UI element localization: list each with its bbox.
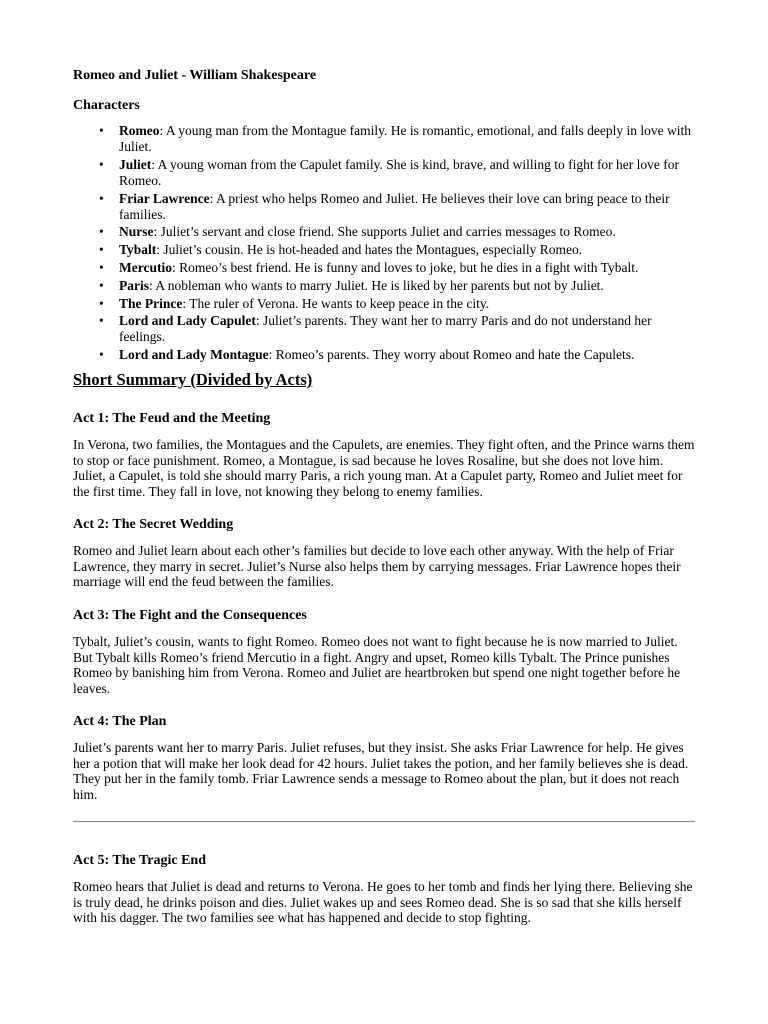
character-name: Romeo bbox=[119, 123, 160, 138]
character-name: Mercutio bbox=[119, 259, 172, 275]
act-title: Act 4: The Plan bbox=[73, 714, 167, 729]
act-text: In Verona, two families, the Montagues and the Capulets, are enemies. They fight often, and the Prince warns them to stop or face punishment. Romeo, a Montague, is sad because he loves Rosaline, but she does not love him. Juliet, a Capulet, is told she should marry Paris, a rich young man. At a Capulet party, Romeo and Juliet meet for the first time. They fall in love, not knowing they belong to enemy families. bbox=[73, 437, 695, 499]
character-description: : Romeo’s best friend. He is funny and loves to joke, but he dies in a fight with Tybalt. bbox=[171, 259, 639, 275]
list-item bbox=[73, 242, 699, 258]
act-text: Juliet’s parents want her to marry Paris. Juliet refuses, but they insist. She asks Friar Lawrence for help. He gives her a potion that will make her look dead for 42 hours. Juliet takes the potion, and her family believes she is dead. They put her in the family tomb. Friar Lawrence sends a message to Romeo about the plan, but it does not reach him. bbox=[73, 740, 689, 802]
list-item bbox=[73, 157, 699, 189]
act-text: Romeo hears that Juliet is dead and returns to Verona. He goes to her tomb and finds her lying there. Believing she is truly dead, he drinks poison and dies. Juliet wakes up and sees Romeo dead. She is so sad that she kills herself with his dagger. The two families see what has happened and decide to stop fighting. bbox=[73, 879, 693, 925]
character-name: Juliet bbox=[119, 156, 152, 172]
list-item bbox=[73, 224, 699, 240]
list-item bbox=[73, 313, 699, 345]
act-2-section bbox=[73, 516, 699, 590]
act-3-section bbox=[73, 607, 699, 696]
section-divider bbox=[73, 821, 695, 822]
character-name: Lord and Lady Capulet bbox=[119, 313, 256, 329]
act-5-section bbox=[73, 852, 699, 926]
characters-heading: Characters bbox=[73, 98, 140, 113]
act-text: Tybalt, Juliet’s cousin, wants to fight Romeo. Romeo does not want to fight because he is now married to Juliet. But Tybalt kills Romeo’s friend Mercutio in a fight. Angry and upset, Romeo kills Tybalt. The Prince punishes Romeo by banishing him from Verona. Romeo and Juliet are heartbroken but spend one night together before he leaves. bbox=[73, 634, 681, 696]
act-title: Act 3: The Fight and the Consequences bbox=[73, 608, 307, 623]
character-name: Tybalt bbox=[119, 242, 157, 258]
character-name: Paris bbox=[119, 277, 149, 293]
character-description: : A young man from the Montague family. He is romantic, emotional, and falls deeply in love with Juliet. bbox=[119, 123, 692, 154]
character-description: : A nobleman who wants to marry Juliet. He is liked by her parents but not by Juliet. bbox=[149, 277, 604, 293]
document-title: Romeo and Juliet - William Shakespeare bbox=[73, 68, 317, 83]
list-item bbox=[73, 191, 699, 223]
act-1-section bbox=[73, 410, 699, 499]
act-text: Romeo and Juliet learn about each other’s families but decide to love each other anyway. With the help of Friar Lawrence, they marry in secret. Juliet’s Nurse also helps them by carrying messages. Friar Lawrence hopes their marriage will end the feud between the families. bbox=[73, 543, 681, 589]
list-item bbox=[73, 278, 699, 294]
act-4-section bbox=[73, 713, 699, 802]
list-item bbox=[73, 296, 699, 312]
list-item bbox=[73, 123, 699, 155]
act-title: Act 5: The Tragic End bbox=[73, 853, 207, 868]
act-title: Act 1: The Feud and the Meeting bbox=[73, 411, 271, 426]
character-description: : Romeo’s parents. They worry about Romeo and hate the Capulets. bbox=[268, 347, 635, 363]
character-name: Nurse bbox=[119, 224, 154, 240]
summary-heading: Short Summary (Divided by Acts) bbox=[73, 370, 313, 389]
character-name: The Prince bbox=[119, 295, 183, 311]
list-item bbox=[73, 260, 699, 276]
characters-list bbox=[73, 123, 699, 365]
character-description: : Juliet’s parents. They want her to marry Paris and do not understand her feelings. bbox=[119, 313, 652, 345]
act-title: Act 2: The Secret Wedding bbox=[73, 517, 234, 532]
character-description: : The ruler of Verona. He wants to keep peace in the city. bbox=[182, 295, 490, 311]
character-description: : Juliet’s servant and close friend. She supports Juliet and carries messages to Romeo. bbox=[153, 224, 616, 240]
character-description: : A young woman from the Capulet family. She is kind, brave, and willing to fight for her love for Romeo. bbox=[119, 156, 680, 188]
character-description: : A priest who helps Romeo and Juliet. He believes their love can bring peace to their families. bbox=[119, 190, 670, 222]
list-item bbox=[73, 347, 699, 363]
character-name: Lord and Lady Montague bbox=[119, 347, 269, 363]
character-description: : Juliet’s cousin. He is hot-headed and hates the Montagues, especially Romeo. bbox=[156, 242, 583, 258]
character-name: Friar Lawrence bbox=[119, 190, 210, 206]
